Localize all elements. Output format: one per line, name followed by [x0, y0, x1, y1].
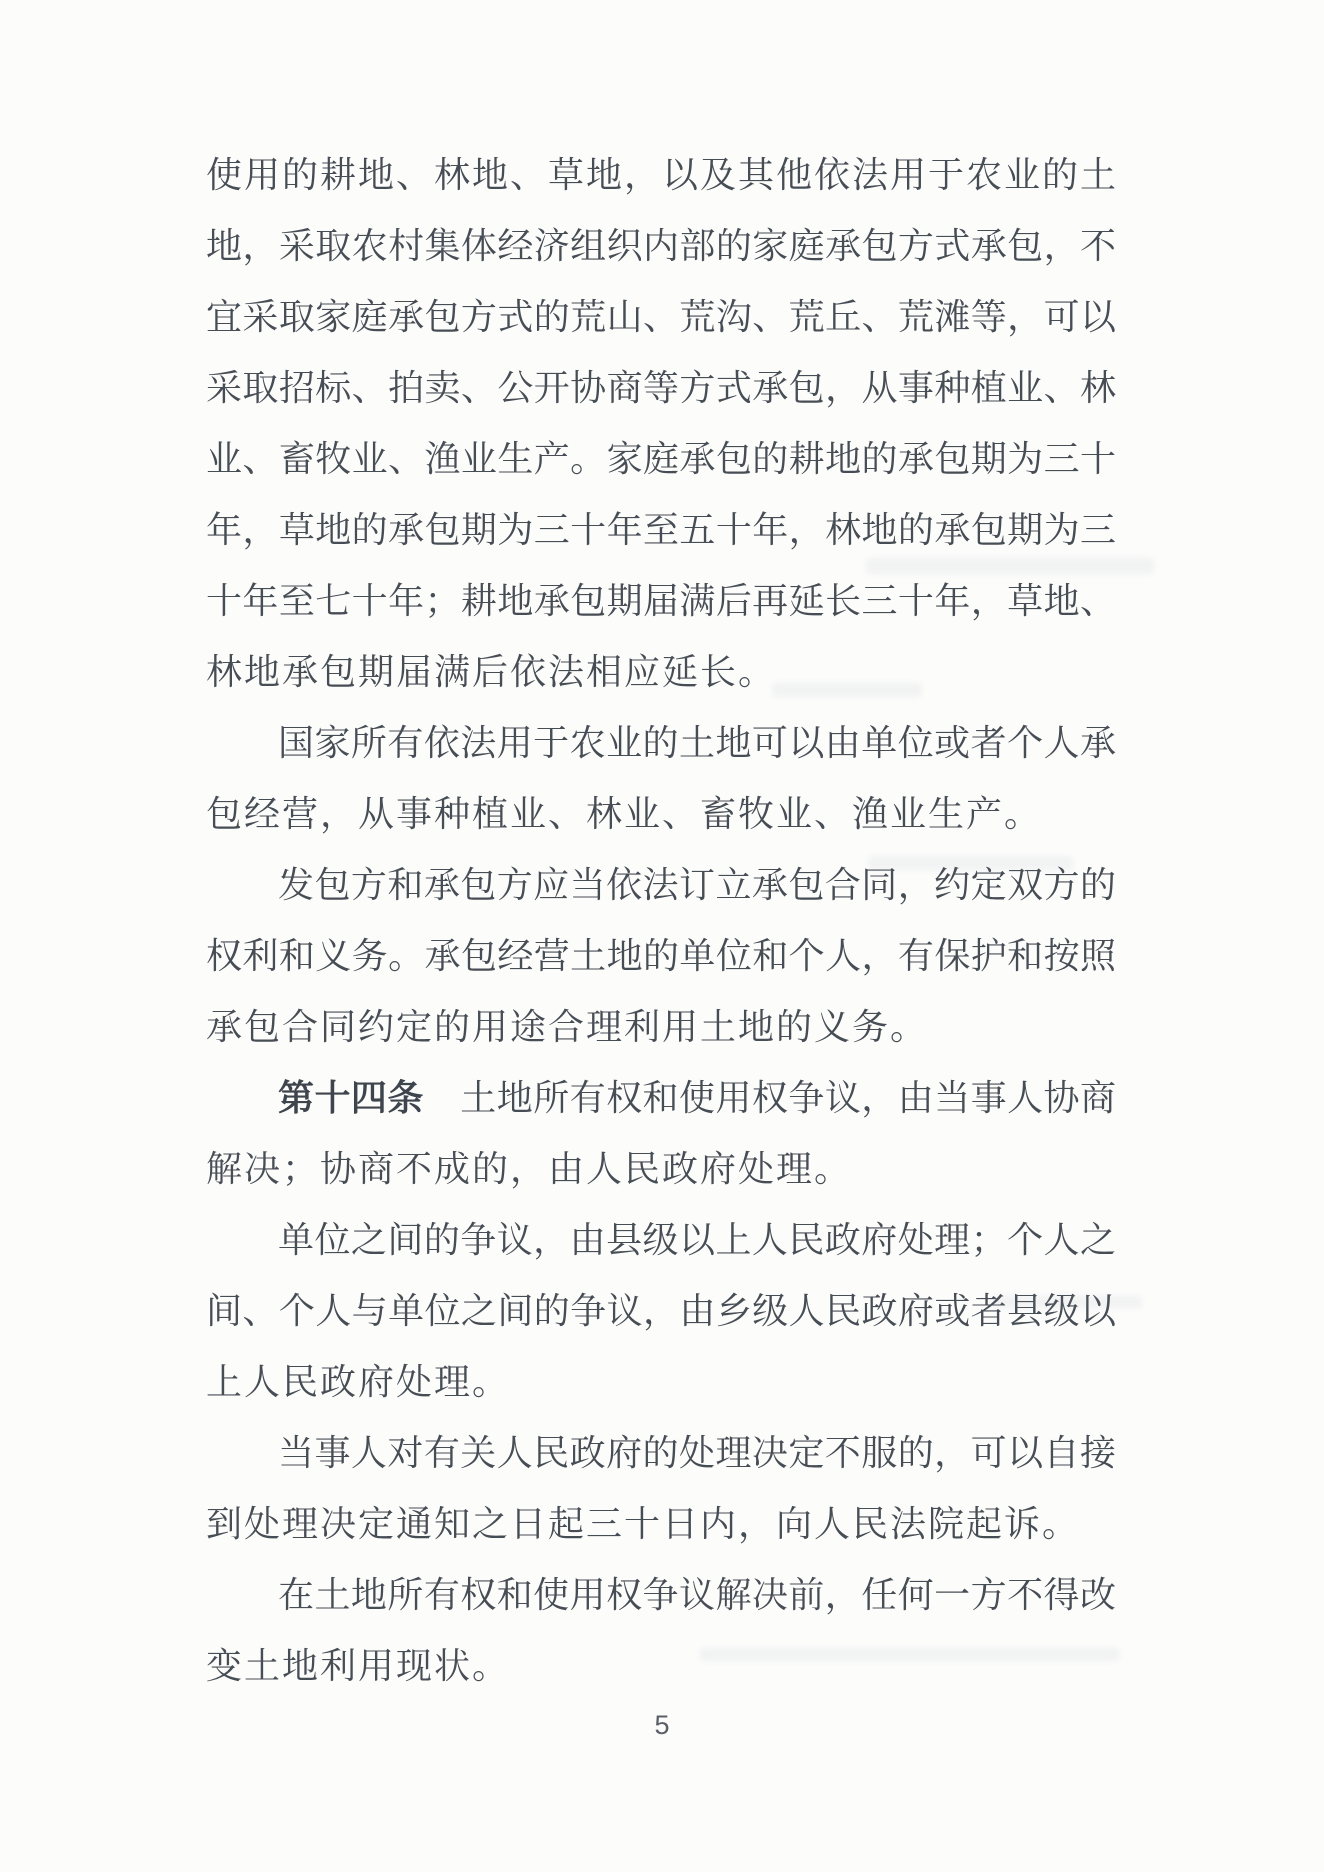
article-number: 第十四条: [278, 1078, 424, 1118]
text-line: 第十四条 土地所有权和使用权争议，由当事人协商: [278, 1078, 1116, 1118]
text-line: 包经营，从事种植业、林业、畜牧业、渔业生产。: [206, 794, 1043, 834]
text-line: 十年至七十年；耕地承包期届满后再延长三十年，草地、: [206, 581, 1116, 621]
text-line: 业、畜牧业、渔业生产。家庭承包的耕地的承包期为三十: [206, 439, 1116, 479]
text-line: 间、个人与单位之间的争议，由乡级人民政府或者县级以: [206, 1291, 1116, 1331]
text-line: 地，采取农村集体经济组织内部的家庭承包方式承包，不: [206, 226, 1116, 266]
text-line: 年，草地的承包期为三十年至五十年，林地的承包期为三: [206, 510, 1116, 550]
text-line: 到处理决定通知之日起三十日内，向人民法院起诉。: [206, 1504, 1081, 1544]
text-line: 使用的耕地、林地、草地，以及其他依法用于农业的土: [206, 155, 1116, 195]
text-line: 单位之间的争议，由县级以上人民政府处理；个人之: [278, 1220, 1116, 1260]
body-text: [206, 140, 1116, 1702]
text-line: 当事人对有关人民政府的处理决定不服的，可以自接: [278, 1433, 1116, 1473]
text-line: 上人民政府处理。: [206, 1362, 511, 1402]
page-number: 5: [654, 1710, 670, 1740]
text-line: 权利和义务。承包经营土地的单位和个人，有保护和按照: [206, 936, 1116, 976]
text-line: 承包合同约定的用途合理利用土地的义务。: [206, 1007, 929, 1047]
text-line: 变土地利用现状。: [206, 1646, 511, 1686]
text-line: 国家所有依法用于农业的土地可以由单位或者个人承: [278, 723, 1116, 763]
text-line: 发包方和承包方应当依法订立承包合同，约定双方的: [278, 865, 1116, 905]
text-line: 在土地所有权和使用权争议解决前，任何一方不得改: [278, 1575, 1116, 1615]
text-line: 林地承包期届满后依法相应延长。: [206, 652, 777, 692]
text-line: 宜采取家庭承包方式的荒山、荒沟、荒丘、荒滩等，可以: [206, 297, 1116, 337]
text-line: 解决；协商不成的，由人民政府处理。: [206, 1149, 853, 1189]
text-line: 采取招标、拍卖、公开协商等方式承包，从事种植业、林: [206, 368, 1116, 408]
